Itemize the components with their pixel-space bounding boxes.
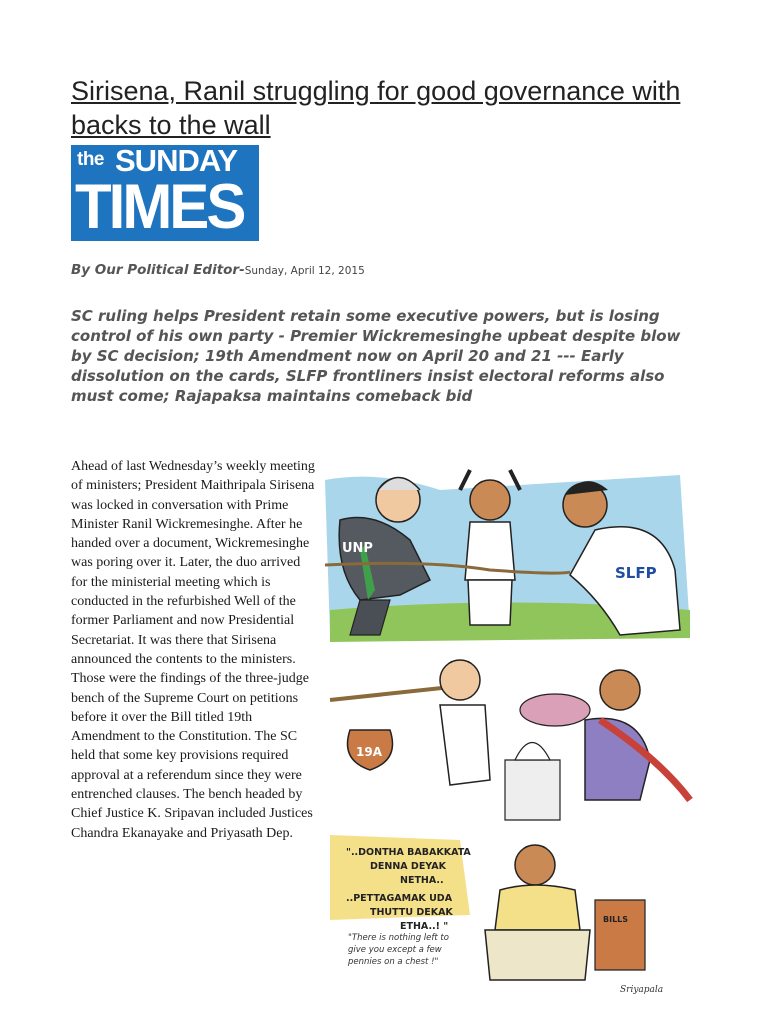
speech-line-3: NETHA..: [400, 875, 444, 886]
speech-line-6: ETHA..! ": [400, 921, 449, 932]
pot-19a-label: 19A: [356, 745, 382, 759]
chest: [485, 930, 590, 980]
caption-line-3: pennies on a chest !": [348, 957, 439, 967]
bills-bag: [595, 900, 645, 970]
speech-line-2: DENNA DEYAK: [370, 861, 446, 872]
caption-line-2: give you except a few: [348, 945, 442, 955]
article-headline: Sirisena, Ranil struggling for good governance with backs to the wall: [71, 76, 681, 140]
speech-line-1: "..DONTHA BABAKKATA: [346, 847, 471, 858]
byline-date: Sunday, April 12, 2015: [244, 265, 365, 277]
caption-line-1: "There is nothing left to: [348, 933, 449, 943]
flower-tray: [520, 694, 590, 726]
cartoon-panel-tug-of-war: [325, 470, 690, 642]
standfirst: SC ruling helps President retain some executive powers, but is losing control of his own party - Premier Wickremesinghe upbeat despite blow by SC decision; 19th Amendment now on April 20 and 21 --- Early dissolution on the cards, SLFP frontliners insist electoral reforms also must come; Rajapaksa maintains comeback bid: [71, 307, 681, 405]
byline-author: By Our Political Editor-: [71, 262, 245, 278]
speech-line-4: ..PETTAGAMAK UDA: [346, 893, 453, 904]
logo-times: TIMES: [75, 171, 244, 241]
sunday-times-logo: [71, 145, 259, 241]
logo-the: the: [77, 149, 104, 170]
logo-sunday: SUNDAY: [115, 145, 238, 178]
unp-label: UNP: [342, 541, 373, 556]
slfp-label: SLFP: [615, 564, 657, 582]
bills-label: BILLS: [603, 915, 629, 924]
stupa-base: [505, 760, 560, 820]
cartoon-panel-19a: [320, 655, 690, 825]
article-body: Ahead of last Wednesday’s weekly meeting of ministers; President Maithripala Sirisena was locked in conversation with Prime Minister Ranil Wickremesinghe. After he handed over a document, Wickremesinghe was poring over it. Later, the duo arrived for the ministerial meeting which is conducted in the refurbished Well of the former Parliament and now Presidential Secretariat. It was there that Sirisena announced the contents to the ministers. Those were the findings of the three-judge bench of the Supreme Court on petitions before it over the Bill titled 19th Amendment to the Constitution. The SC held that some key provisions required approval at a referendum since they were entrenched clauses. The bench headed by Chief Justice K. Sripavan included Justices Chandra Ekanayake and Priyasath Dep.: [71, 459, 315, 841]
speech-line-5: THUTTU DEKAK: [370, 907, 453, 918]
cartoonist-signature: Sriyapala: [620, 985, 664, 995]
political-cartoon: [320, 460, 700, 1000]
byline: [71, 262, 365, 278]
cartoon-panel-pennies: [330, 835, 663, 995]
